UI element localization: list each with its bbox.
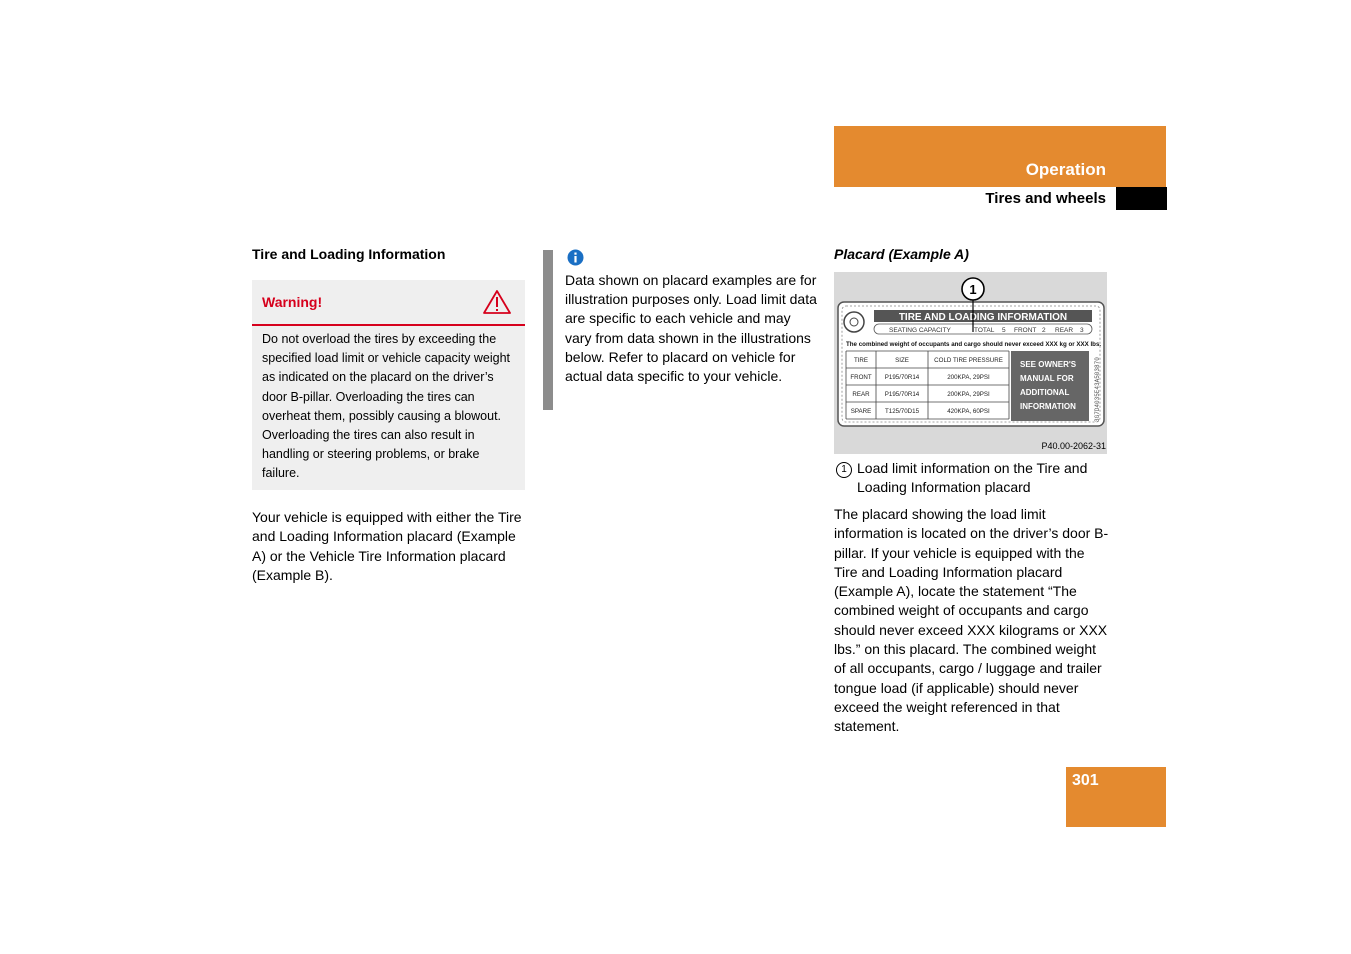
table-header-cell: SIZE [895, 357, 909, 364]
placard-figure [834, 272, 1107, 454]
total-value: 5 [1002, 327, 1006, 334]
table-cell: P195/70R14 [884, 391, 920, 398]
placard-statement: The combined weight of occupants and cargo should never exceed XXX kg or XXX lbs. [846, 341, 1102, 348]
front-label: FRONT [1014, 327, 1037, 334]
placard-note-line: MANUAL FOR [1020, 374, 1074, 383]
table-cell: 420KPA, 60PSI [947, 408, 990, 415]
figure-code: P40.00-2062-31 [1041, 441, 1106, 451]
info-side-bar [543, 250, 553, 410]
callout-number: 1 [836, 462, 852, 478]
total-label: TOTAL [974, 327, 995, 334]
rear-value: 3 [1080, 327, 1084, 334]
placard-title: TIRE AND LOADING INFORMATION [898, 312, 1068, 323]
placard-note-line: ADDITIONAL [1020, 388, 1070, 397]
table-cell: 200KPA, 29PSI [947, 374, 990, 381]
placard-side-code: 3G7D4035E43A503870 [1094, 357, 1101, 422]
table-cell: T125/70D15 [884, 408, 920, 415]
table-cell: SPARE [850, 408, 872, 415]
table-cell: FRONT [850, 374, 872, 381]
table-cell: P195/70R14 [884, 374, 920, 381]
table-cell: 200KPA, 29PSI [947, 391, 990, 398]
placard-note-line: INFORMATION [1020, 402, 1076, 411]
seating-label: SEATING CAPACITY [889, 327, 951, 334]
section-title: Operation [1025, 160, 1106, 179]
info-icon [567, 249, 584, 266]
warning-label: Warning! [262, 294, 323, 310]
placard-note-line: SEE OWNER'S [1020, 360, 1077, 369]
info-note: Data shown on placard examples are for illustration purposes only. Load limit data are specific to each vehicle and may vary from data shown in the illustrations below. Refer to placard on vehicle for actual data specific to your vehicle. [565, 272, 817, 385]
intro-paragraph: Your vehicle is equipped with either the Tire and Loading Information placard (Example A) or the Vehicle Tire Information placard (Example B). [252, 509, 522, 584]
figure-caption: Placard (Example A) [834, 246, 969, 262]
placard-callout: 1 [969, 282, 977, 297]
table-header-cell: COLD TIRE PRESSURE [934, 357, 1003, 364]
warning-text: Do not overload the tires by exceeding the specified load limit or vehicle capacity weight as indicated on the placard on the driver’s door B-pillar. Overloading the tires can overheat them, possibly causing a blowout. Overloading the tires can also result in handling or steering problems, or brake failure. [262, 332, 511, 481]
table-header-cell: TIRE [853, 357, 869, 364]
warning-triangle-icon [483, 290, 511, 314]
page-number: 301 [1072, 772, 1099, 789]
subsection-title: Tires and wheels [985, 190, 1106, 207]
heading: Tire and Loading Information [252, 246, 446, 262]
header-tab-marker [1116, 187, 1167, 210]
front-value: 2 [1042, 327, 1046, 334]
callout-text: Load limit information on the Tire and Loading Information placard [857, 460, 1088, 496]
placard-illustration [834, 272, 1107, 454]
body-paragraph: The placard showing the load limit information is located on the driver’s door B-pillar. If your vehicle is equipped with the Tire and Loading Information placard (Example A), locate the statement “The combined weight of occupants and cargo should never exceed XXX kilograms or XXX lbs.” on this placard. The combined weight of all occupants, cargo / luggage and trailer tongue load (if applicable) should never exceed the weight referenced in that statement. [834, 506, 1109, 735]
rear-label: REAR [1055, 327, 1074, 334]
header-band [834, 126, 1166, 187]
table-cell: REAR [852, 391, 870, 398]
